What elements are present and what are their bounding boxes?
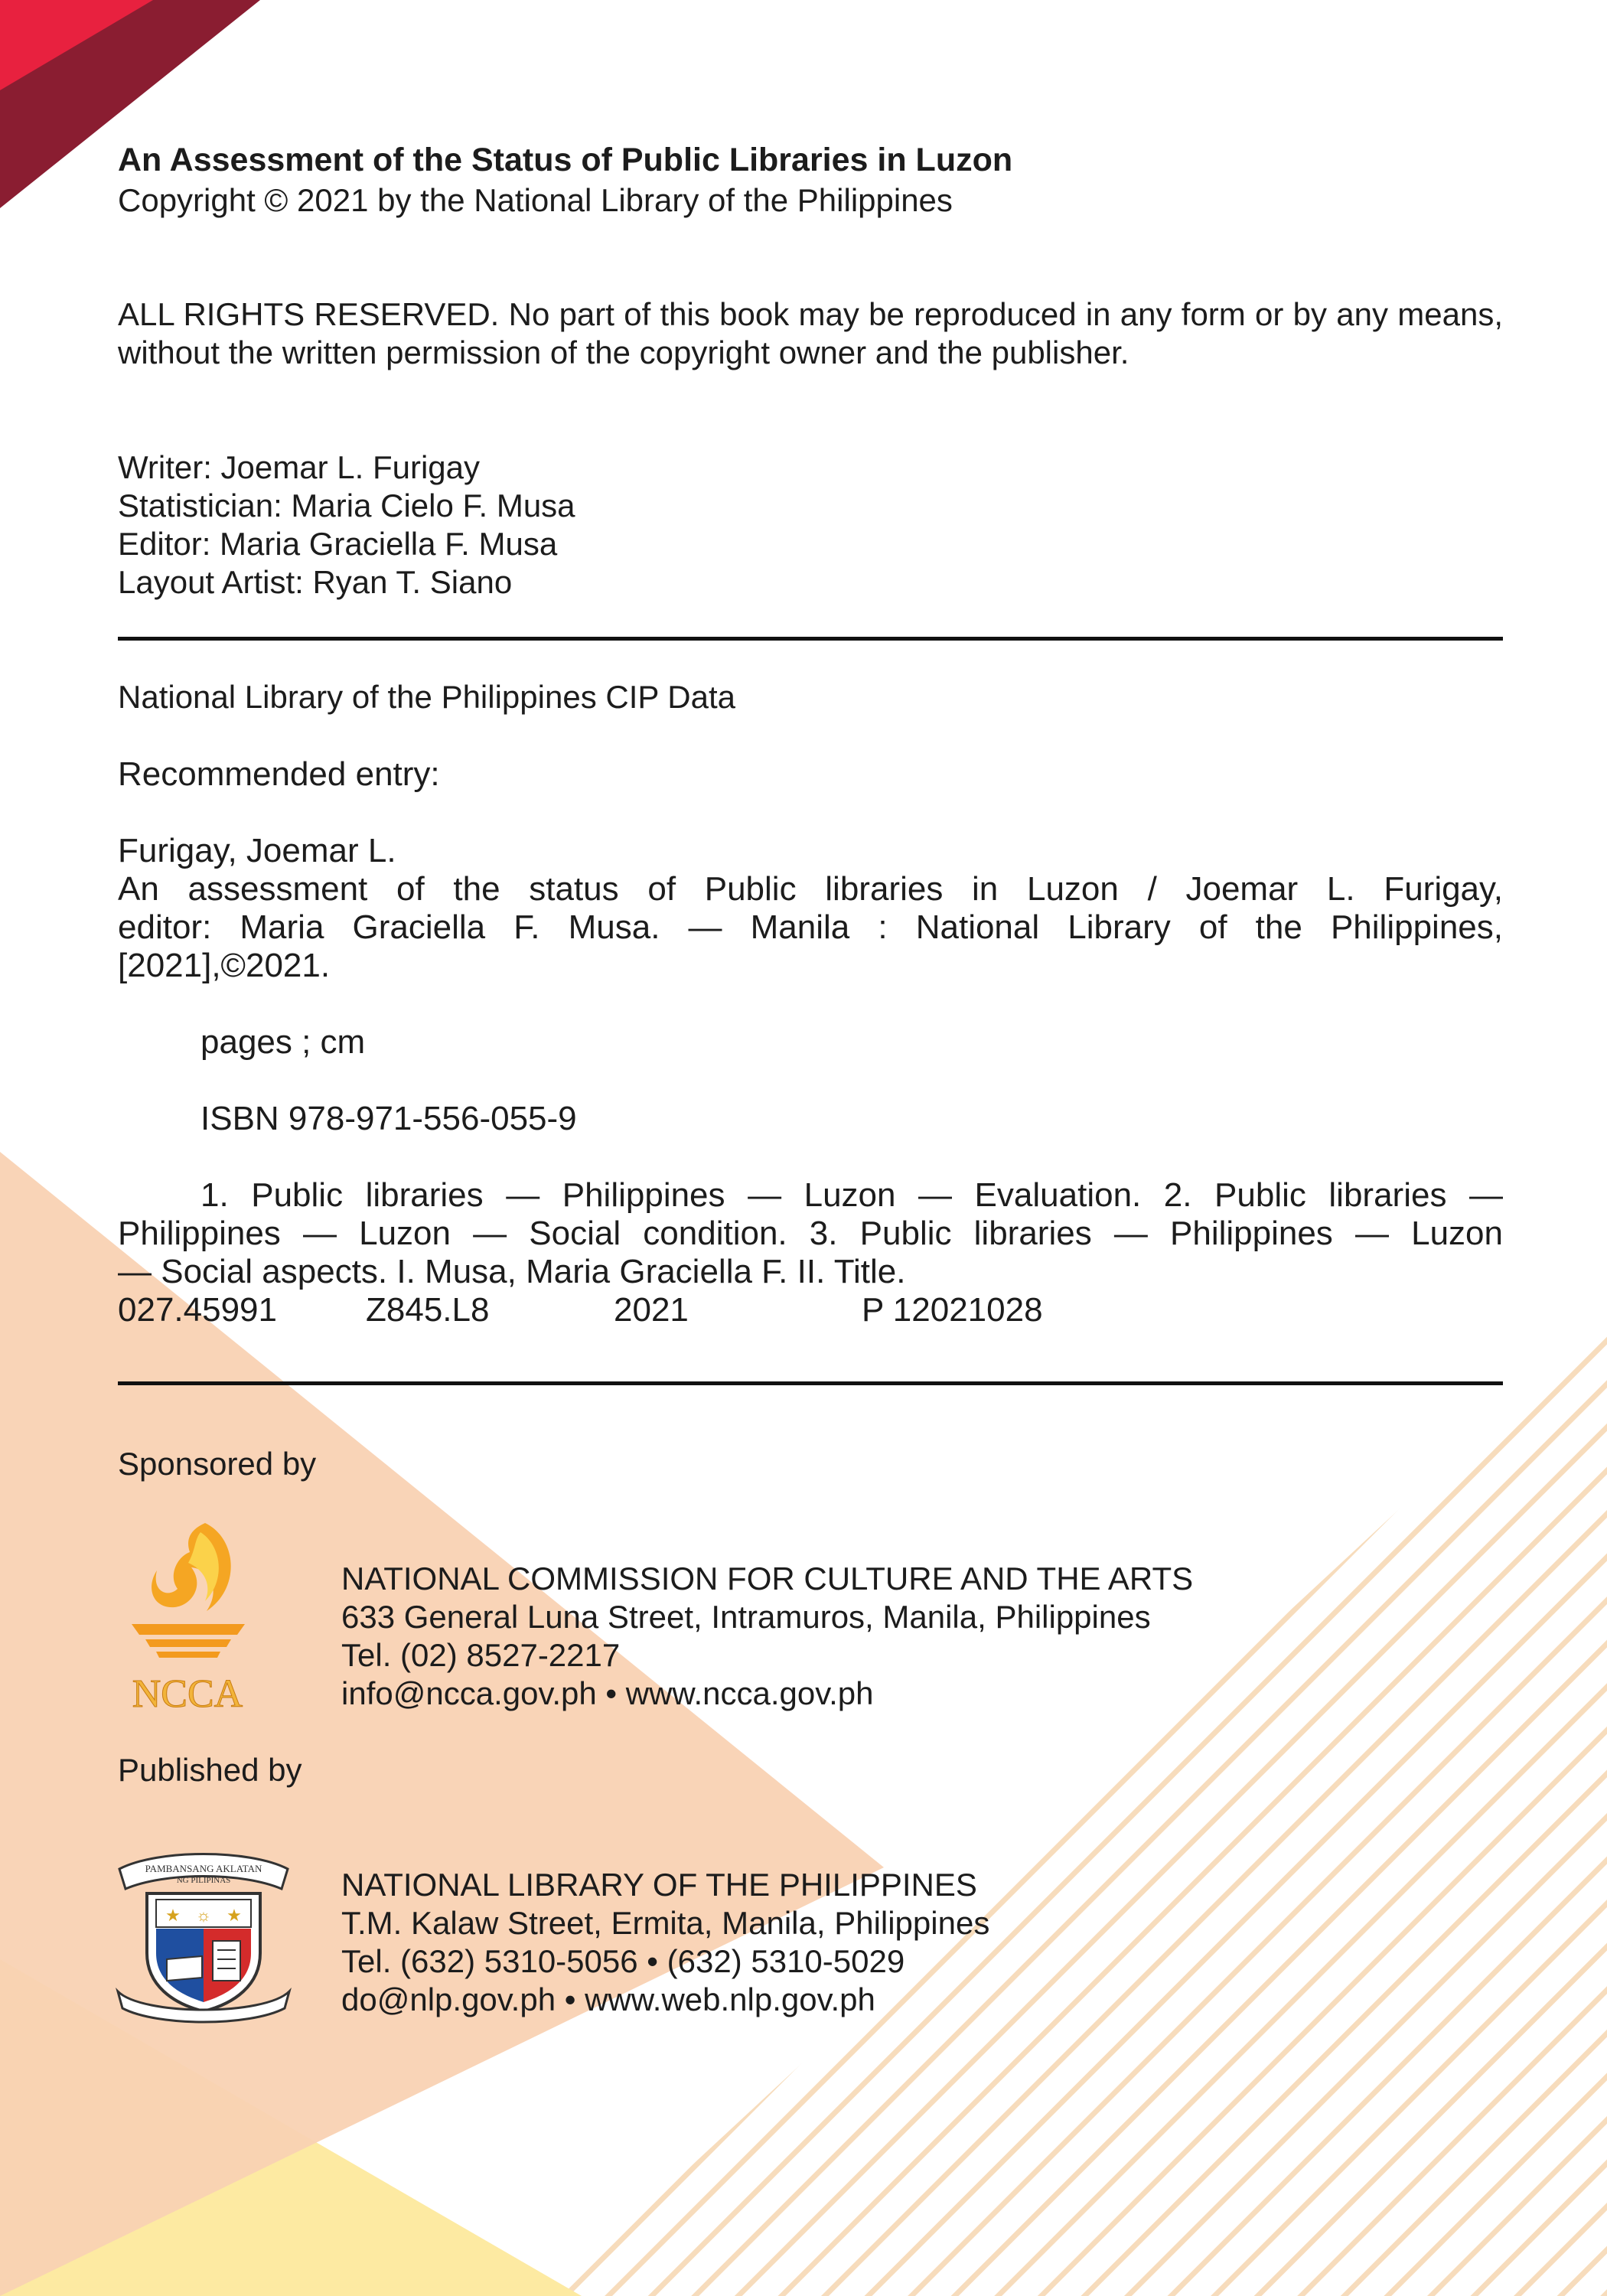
classification-control-number: P 12021028 (862, 1291, 1043, 1329)
sponsored-by-label: Sponsored by (118, 1446, 317, 1482)
publisher-name: NATIONAL LIBRARY OF THE PHILIPPINES (341, 1867, 977, 1903)
sponsor-name: NATIONAL COMMISSION FOR CULTURE AND THE ARTS (341, 1561, 1194, 1596)
classification-year: 2021 (614, 1291, 689, 1329)
cip-label: National Library of the Philippines CIP Data (118, 679, 736, 715)
nlp-seal-text-bottom: NG PILIPINAS (176, 1876, 231, 1885)
classification-lc: Z845.L8 (366, 1291, 490, 1329)
book-title: An Assessment of the Status of Public Libraries in Luzon (118, 142, 1013, 178)
cip-subject-line: 1. Public libraries — Philippines — Luzon — Evaluation. 2. Public libraries — (200, 1176, 1503, 1214)
divider-top (118, 637, 1503, 641)
cip-entry-line: An assessment of the status of Public libraries in Luzon / Joemar L. Furigay, (118, 870, 1503, 908)
cip-subjects (118, 1176, 1503, 1291)
ncca-logo (115, 1515, 260, 1722)
publisher-details (341, 1866, 989, 2019)
svg-text:★: ★ (165, 1906, 181, 1925)
rights-notice: ALL RIGHTS RESERVED. No part of this book may be reproduced in any form or by any means, without the written permission of the copyright owner and the publisher. (118, 296, 1503, 370)
sponsor-address: 633 General Luna Street, Intramuros, Manila, Philippines (341, 1599, 1151, 1635)
scroll-icon (213, 1941, 240, 1981)
sponsor-phone: Tel. (02) 8527-2217 (341, 1637, 621, 1673)
cip-entry (118, 870, 1503, 985)
credits-list (118, 448, 575, 602)
credit-layout-artist: Layout Artist: Ryan T. Siano (118, 564, 513, 600)
cip-pages: pages ; cm (200, 1023, 366, 1061)
divider-bottom (118, 1381, 1503, 1385)
sponsor-contact: info@ncca.gov.ph • www.ncca.gov.ph (341, 1675, 874, 1711)
cip-subject-line: — Social aspects. I. Musa, Maria Graciella F. II. Title. (118, 1253, 906, 1290)
credit-editor: Editor: Maria Graciella F. Musa (118, 526, 558, 562)
cip-entry-line: [2021],©2021. (118, 947, 331, 984)
cip-entry-line: editor: Maria Graciella F. Musa. — Manila : National Library of the Philippines, (118, 908, 1503, 946)
nlp-seal-text-top: PAMBANSANG AKLATAN (145, 1863, 262, 1874)
classification-dewey: 027.45991 (118, 1291, 277, 1329)
publisher-contact: do@nlp.gov.ph • www.web.nlp.gov.ph (341, 1981, 875, 2017)
credit-statistician: Statistician: Maria Cielo F. Musa (118, 488, 575, 523)
credit-writer: Writer: Joemar L. Furigay (118, 449, 481, 485)
recommended-entry-label: Recommended entry: (118, 755, 440, 793)
publisher-phone: Tel. (632) 5310-5056 • (632) 5310-5029 (341, 1943, 905, 1979)
ncca-logo-text: NCCA (132, 1672, 243, 1716)
copyright-line: Copyright © 2021 by the National Library of the Philippines (118, 182, 953, 218)
ncca-flame-icon (152, 1523, 231, 1611)
cip-isbn: ISBN 978-971-556-055-9 (200, 1100, 577, 1137)
sponsor-details (341, 1560, 1193, 1713)
cip-subject-line: Philippines — Luzon — Social condition. 3. Public libraries — Philippines — Luzon (118, 1215, 1503, 1252)
book-icon (167, 1956, 202, 1981)
nlp-seal (112, 1846, 295, 2027)
cip-author: Furigay, Joemar L. (118, 832, 396, 869)
svg-text:★: ★ (227, 1906, 242, 1925)
publisher-address: T.M. Kalaw Street, Ermita, Manila, Philippines (341, 1905, 990, 1941)
published-by-label: Published by (118, 1752, 302, 1788)
svg-text:☼: ☼ (195, 1906, 212, 1925)
